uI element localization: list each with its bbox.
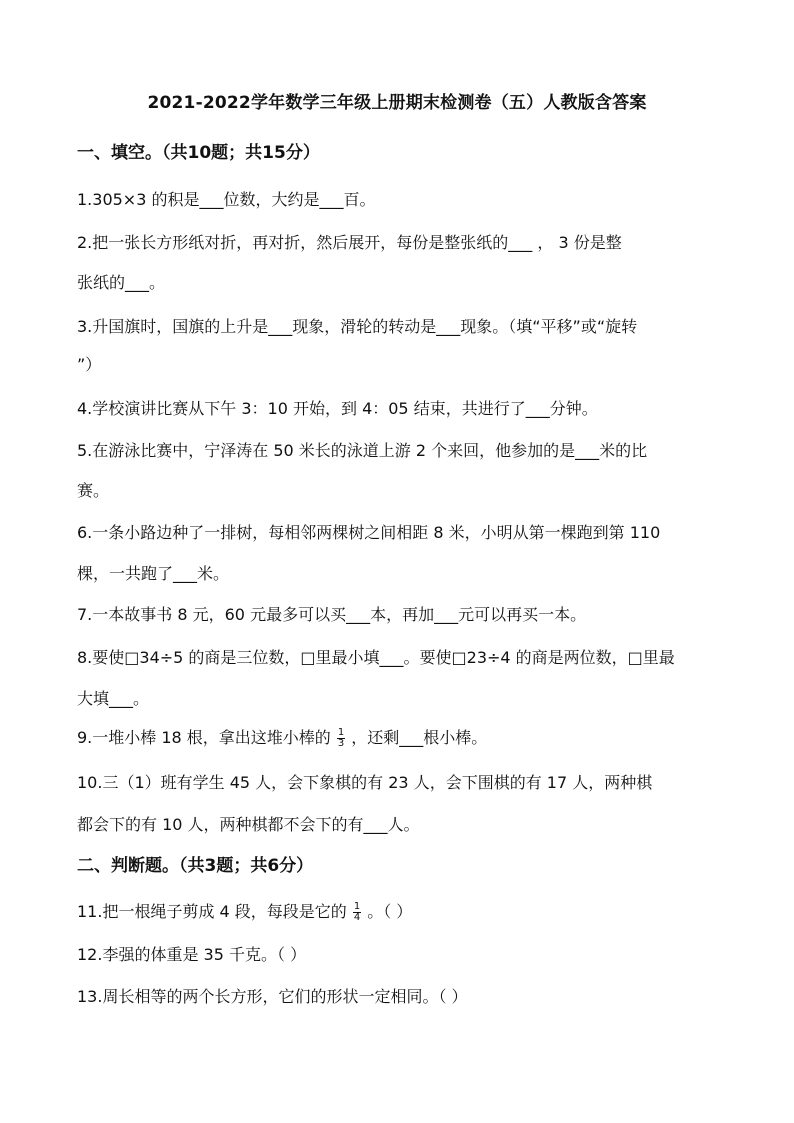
question-5-line-1: 5.在游泳比赛中，宁泽涛在 50 米长的泳道上游 2 个来回，他参加的是___米的比 bbox=[77, 441, 648, 460]
fraction-denominator: 4 bbox=[353, 912, 361, 923]
question-6-line-1: 6.一条小路边种了一排树，每相邻两棵树之间相距 8 米，小明从第一棵跑到第 110 bbox=[77, 523, 661, 542]
question-5-line-2: 赛。 bbox=[77, 481, 110, 500]
question-6-line-2: 棵，一共跑了___米。 bbox=[77, 564, 230, 583]
section-heading-fill-in: 一、填空。（共10题；共15分） bbox=[77, 143, 320, 163]
question-11-text-start: 11.把一根绳子剪成 4 段，每段是它的 bbox=[77, 902, 347, 921]
question-12: 12.李强的体重是 35 千克。（ ） bbox=[77, 945, 307, 964]
page-title: 2021-2022学年数学三年级上册期末检测卷（五）人教版含答案 bbox=[147, 93, 647, 113]
question-4: 4.学校演讲比赛从下午 3：10 开始，到 4：05 结束，共进行了___分钟。 bbox=[77, 399, 598, 418]
question-2-line-2: 张纸的___。 bbox=[77, 273, 166, 292]
question-9-text-start: 9.一堆小棒 18 根，拿出这堆小棒的 bbox=[77, 728, 331, 747]
question-8-line-1: 8.要使□34÷5 的商是三位数，□里最小填___。要使□23÷4 的商是两位数，□里最 bbox=[77, 648, 675, 667]
question-10-line-1: 10.三（1）班有学生 45 人，会下象棋的有 23 人，会下围棋的有 17 人，两种棋 bbox=[77, 773, 653, 792]
question-11-text-end: 。（ ） bbox=[367, 902, 413, 921]
question-10-line-2: 都会下的有 10 人，两种棋都不会下的有___人。 bbox=[77, 815, 420, 834]
question-1: 1.305×3 的积是___位数，大约是___百。 bbox=[77, 190, 376, 209]
fraction-denominator: 3 bbox=[337, 738, 345, 749]
question-11 bbox=[77, 899, 717, 923]
fraction-numerator: 1 bbox=[353, 901, 361, 912]
question-8-line-2: 大填___。 bbox=[77, 689, 150, 708]
question-9 bbox=[77, 725, 717, 749]
fraction-numerator: 1 bbox=[337, 727, 345, 738]
question-13: 13.周长相等的两个长方形，它们的形状一定相同。（ ） bbox=[77, 987, 468, 1006]
question-9-text-end: ，还剩___根小棒。 bbox=[351, 728, 488, 747]
fraction-one-fourth bbox=[353, 902, 361, 923]
question-3-line-2: ”） bbox=[77, 355, 102, 374]
fraction-one-third bbox=[337, 728, 345, 749]
question-7: 7.一本故事书 8 元，60 元最多可以买___本，再加___元可以再买一本。 bbox=[77, 605, 587, 624]
question-3-line-1: 3.升国旗时，国旗的上升是___现象，滑轮的转动是___现象。（填“平移”或“旋转 bbox=[77, 317, 638, 336]
section-heading-true-false: 二、判断题。（共3题；共6分） bbox=[77, 856, 314, 876]
question-2-line-1: 2.把一张长方形纸对折，再对折，然后展开，每份是整张纸的___ ， 3 份是整 bbox=[77, 233, 622, 252]
